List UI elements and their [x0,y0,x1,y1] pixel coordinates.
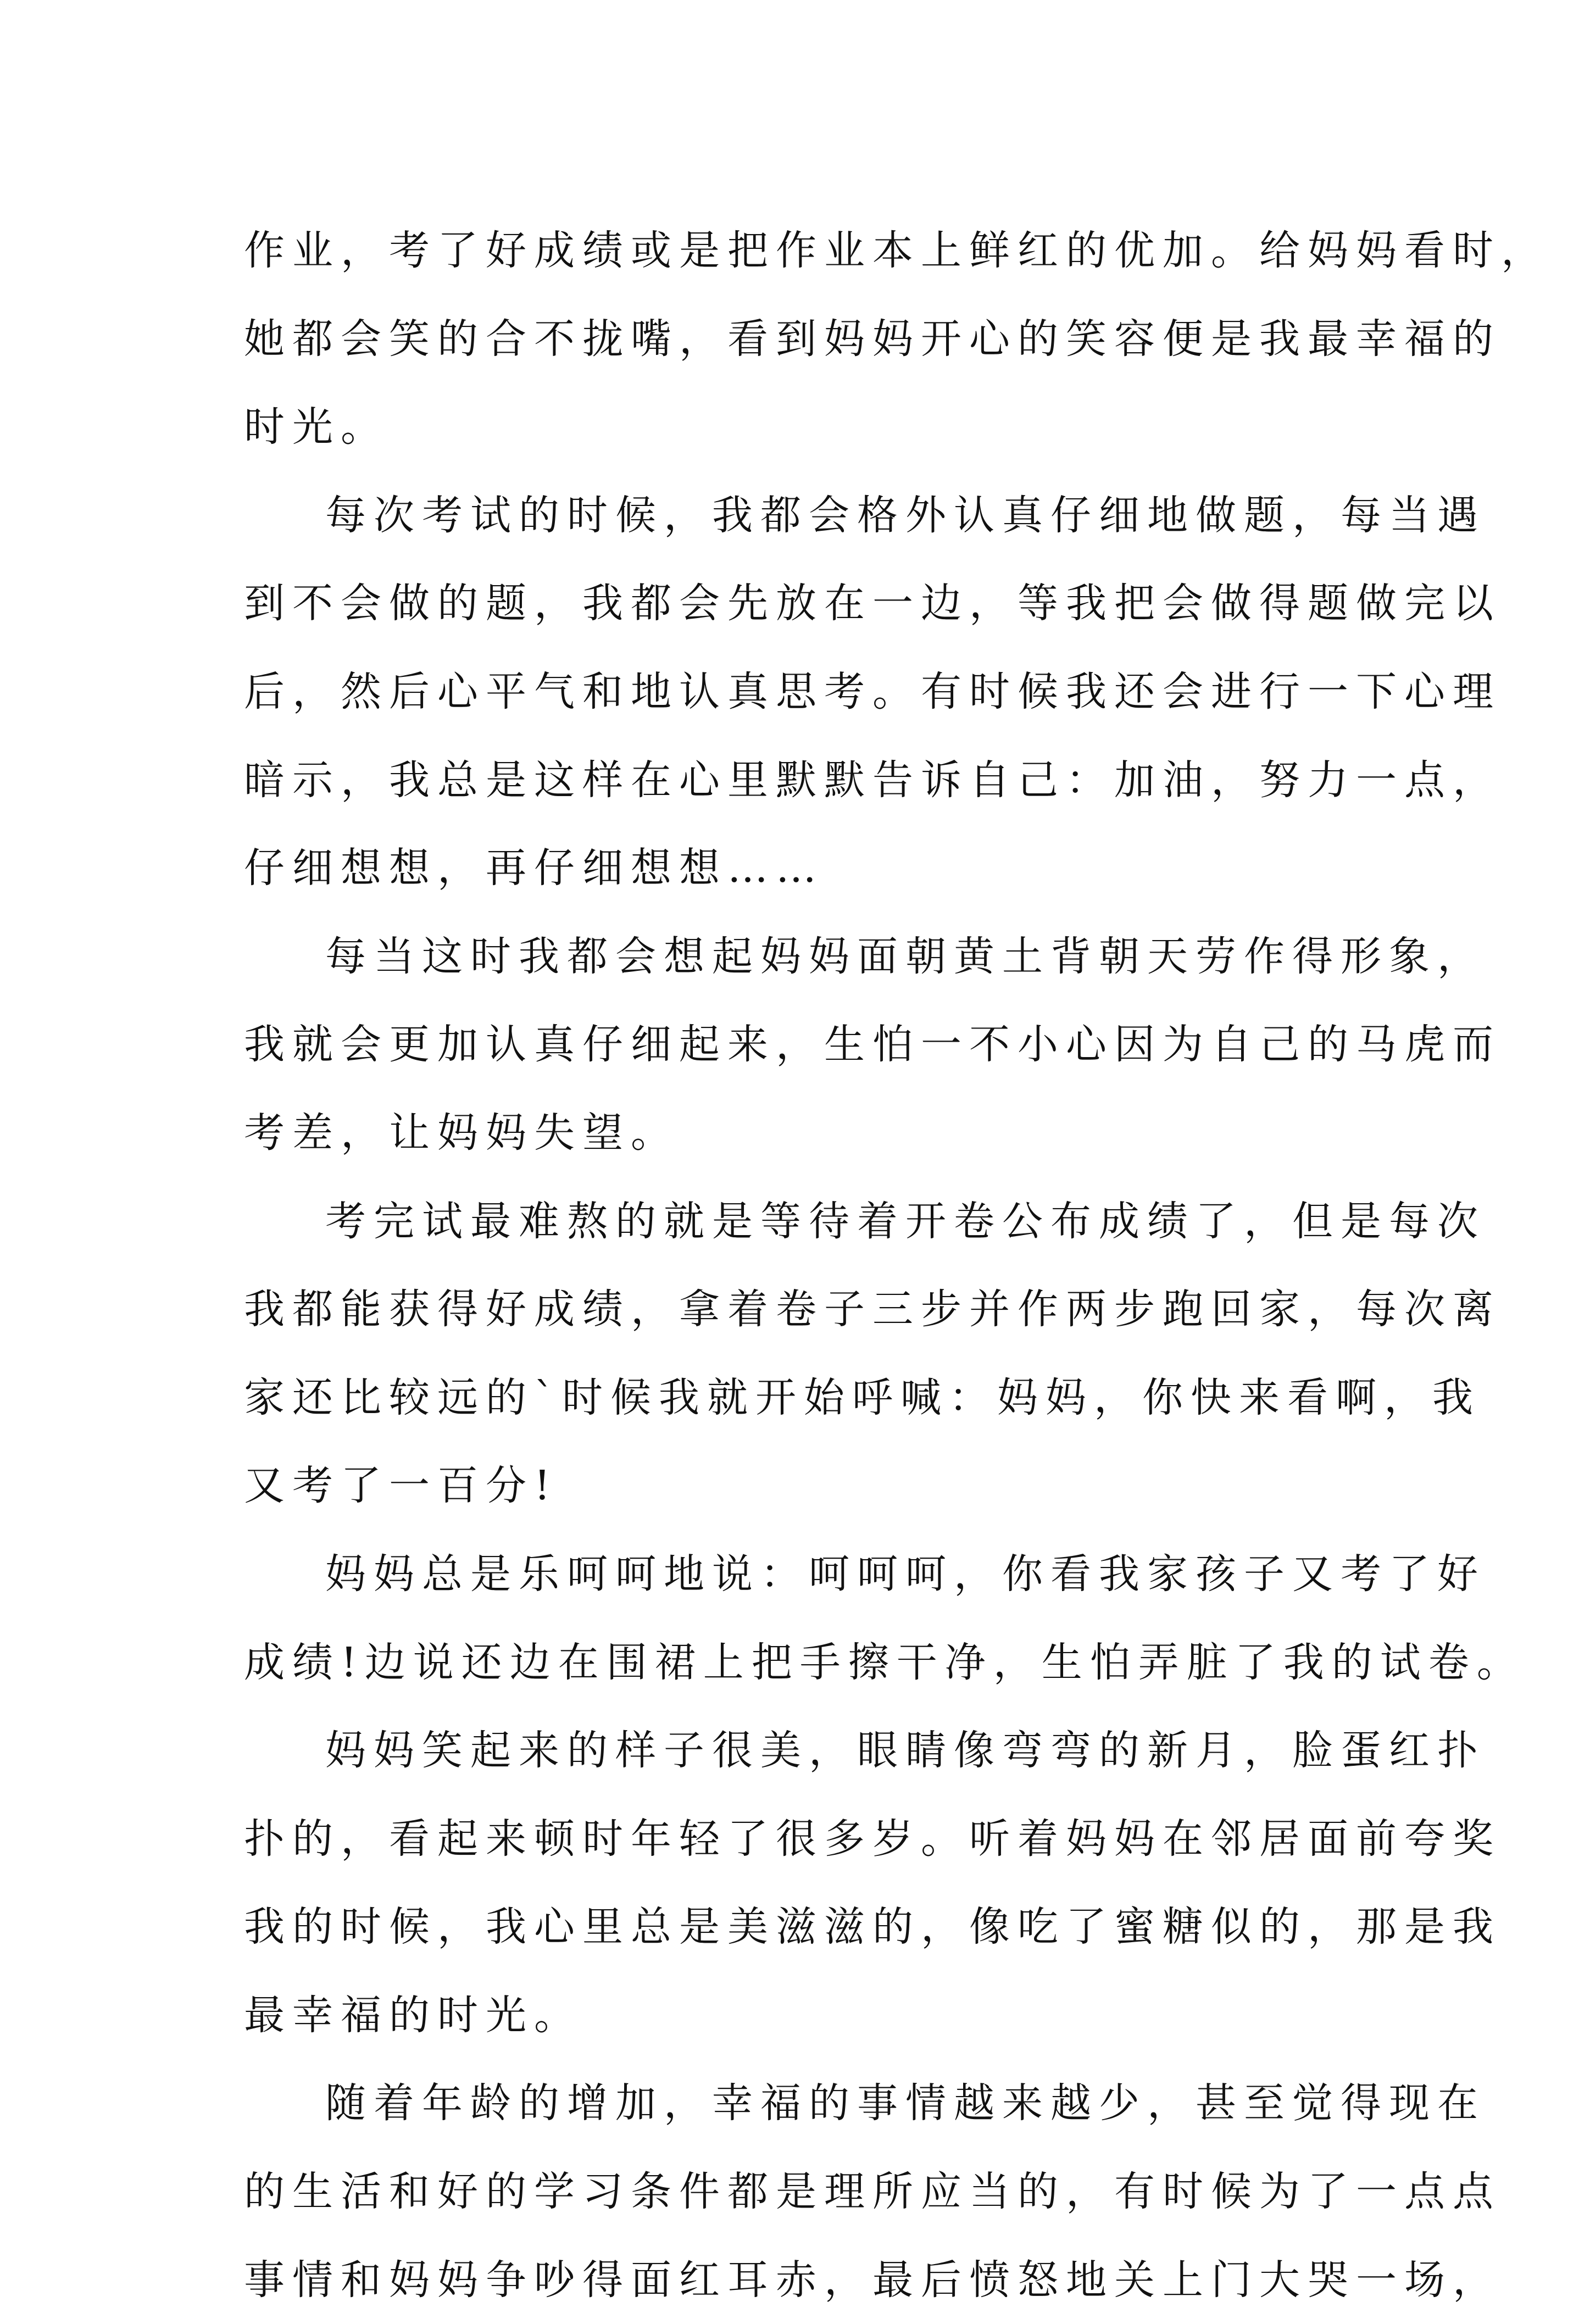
text-line: 妈妈总是乐呵呵地说：呵呵呵，你看我家孩子又考了好 [325,1550,1486,1598]
text-line: 扑的，看起来顿时年轻了很多岁。听着妈妈在邻居面前夸奖 [244,1815,1501,1862]
text-line: 后，然后心平气和地认真思考。有时候我还会进行一下心理 [244,668,1501,715]
text-line: 到不会做的题，我都会先放在一边，等我把会做得题做完以 [244,580,1501,627]
text-line: 每当这时我都会想起妈妈面朝黄土背朝天劳作得形象， [325,932,1486,980]
text-line: 考完试最难熬的就是等待着开卷公布成绩了，但是每次 [325,1197,1486,1245]
text-line: 又考了一百分! [244,1462,558,1510]
text-line: 我的时候，我心里总是美滋滋的，像吃了蜜糖似的，那是我 [244,1903,1501,1951]
text-line: 每次考试的时候，我都会格外认真仔细地做题，每当遇 [325,491,1486,539]
text-line: 作业，考了好成绩或是把作业本上鲜红的优加。给妈妈看时， [244,227,1549,274]
text-line: 随着年龄的增加，幸福的事情越来越少，甚至觉得现在 [325,2080,1486,2127]
text-line: 成绩!边说还边在围裙上把手擦干净，生怕弄脏了我的试卷。 [244,1638,1525,1686]
text-line: 暗示，我总是这样在心里默默告诉自己：加油，努力一点， [244,756,1501,804]
text-line: 我就会更加认真仔细起来，生怕一不小心因为自己的马虎而 [244,1021,1501,1069]
text-line: 时光。 [244,403,389,451]
text-line: 最幸福的时光。 [244,1991,582,2039]
text-line: 的生活和好的学习条件都是理所应当的，有时候为了一点点 [244,2168,1501,2216]
text-line: 仔细想想，再仔细想想…… [244,844,824,892]
text-line: 妈妈笑起来的样子很美，眼睛像弯弯的新月，脸蛋红扑 [325,1727,1486,1775]
essay-body [244,207,1549,2324]
text-line: 我都能获得好成绩，拿着卷子三步并作两步跑回家，每次离 [244,1286,1501,1333]
text-line: 家还比较远的`时候我就开始呼喊：妈妈，你快来看啊，我 [244,1374,1481,1421]
text-line: 考差，让妈妈失望。 [244,1109,679,1157]
text-line: 事情和妈妈争吵得面红耳赤，最后愤怒地关上门大哭一场， [244,2256,1501,2304]
text-line: 她都会笑的合不拢嘴，看到妈妈开心的笑容便是我最幸福的 [244,315,1501,363]
